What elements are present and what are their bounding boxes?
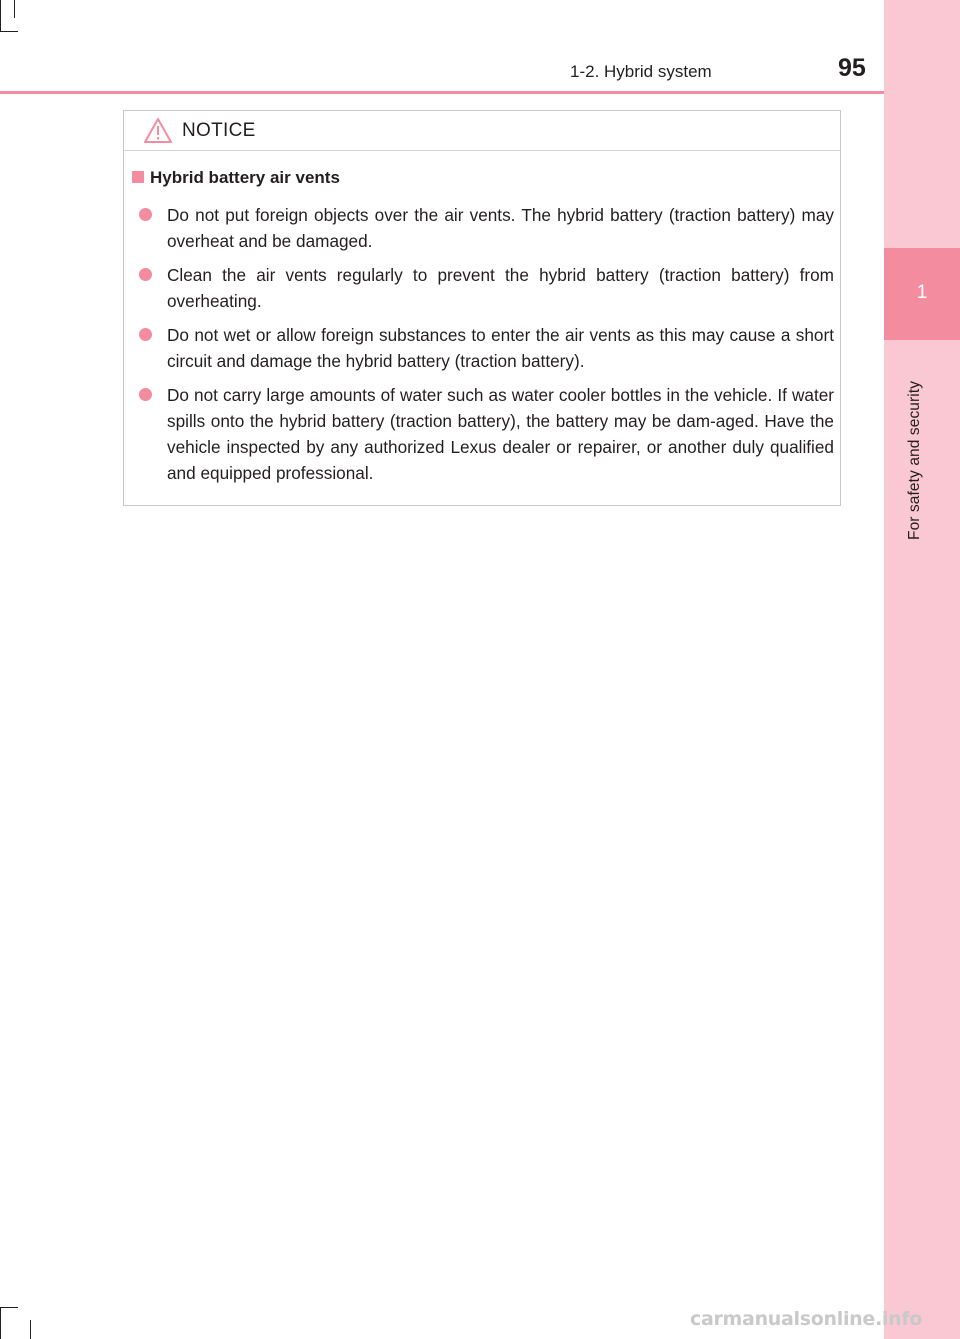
notice-header	[124, 111, 840, 151]
section-title: 1-2. Hybrid system	[570, 62, 712, 81]
bullet-text: Clean the air vents regularly to prevent the hybrid battery (traction battery) from overheating.	[167, 265, 834, 311]
notice-box	[123, 110, 841, 506]
bullet-text: Do not carry large amounts of water such as water cooler bottles in the vehicle. If water spills onto the hybrid battery (traction battery), the battery may be dam-aged. Have the vehicle inspected by any authorized Lexus dealer or repairer, or another duly qualified and equipped professional.	[167, 385, 834, 483]
warning-triangle-icon	[143, 117, 173, 144]
section-heading-text: Hybrid battery air vents	[150, 168, 340, 187]
list-item	[136, 382, 834, 486]
notice-bullet-list	[136, 202, 834, 494]
circle-bullet-icon	[139, 388, 152, 401]
side-chapter-number-box	[884, 248, 960, 340]
crop-mark-top-left-v	[0, 0, 1, 32]
chapter-number: 1	[916, 282, 928, 303]
crop-mark-bottom-left-h	[0, 1307, 18, 1308]
crop-mark-bottom-left-v	[0, 1307, 1, 1339]
list-item	[136, 202, 834, 254]
crop-mark-bottom-left-v2	[30, 1320, 31, 1339]
list-item	[136, 262, 834, 314]
chapter-label: For safety and security	[906, 380, 923, 540]
square-bullet-icon	[132, 171, 144, 183]
circle-bullet-icon	[139, 328, 152, 341]
bullet-text: Do not put foreign objects over the air vents. The hybrid battery (traction battery) may overheat and be damaged.	[167, 205, 834, 251]
section-heading	[132, 168, 340, 188]
crop-mark-top-left-h	[14, 0, 15, 18]
page-number: 95	[838, 54, 866, 82]
crop-mark-top-left-corner	[0, 31, 18, 32]
bullet-text: Do not wet or allow foreign substances to enter the air vents as this may cause a short circuit and damage the hybrid battery (traction battery).	[167, 325, 834, 371]
circle-bullet-icon	[139, 208, 152, 221]
header-divider	[0, 91, 884, 94]
side-chapter-tab	[884, 0, 960, 1339]
list-item	[136, 322, 834, 374]
notice-title: NOTICE	[182, 120, 256, 141]
watermark: carmanualsonline.info	[690, 1308, 923, 1330]
circle-bullet-icon	[139, 268, 152, 281]
